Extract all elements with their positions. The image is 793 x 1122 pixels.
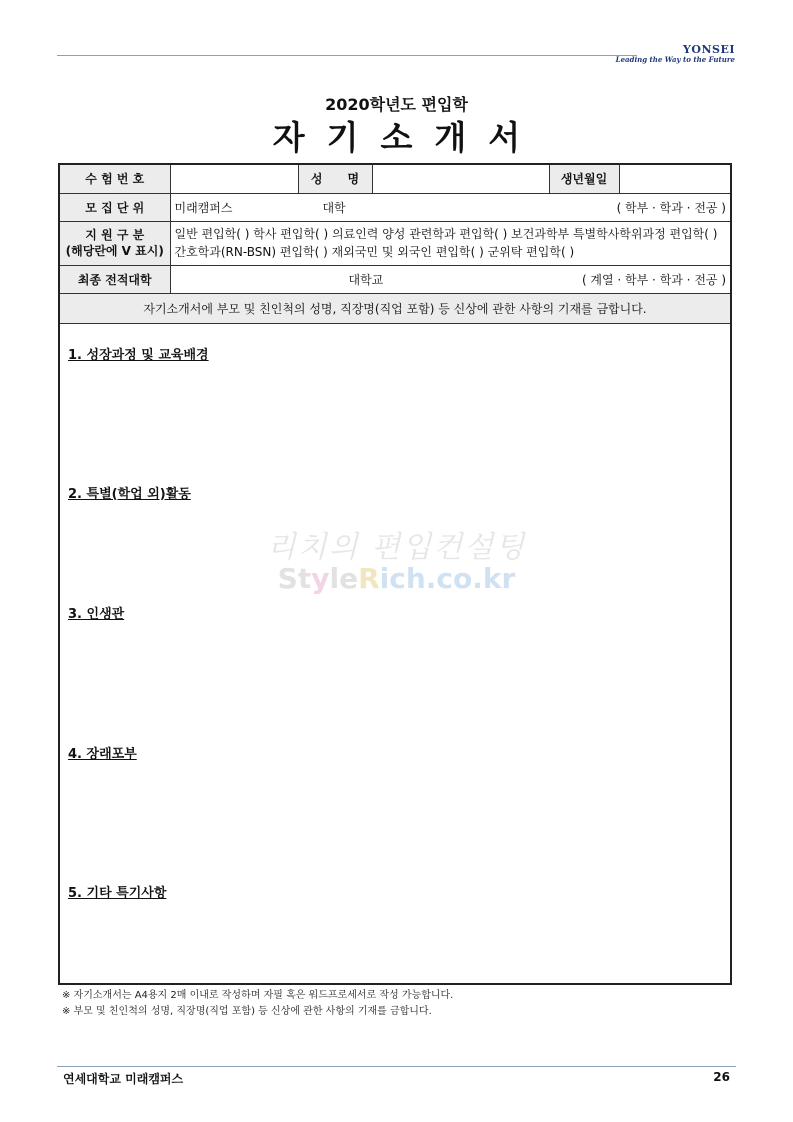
section-heading-activities: 2. 특별(학업 외)활동 <box>68 486 191 502</box>
footnote-2: ※ 부모 및 친인척의 성명, 직장명(직업 포함) 등 신상에 관한 사항의 기재를 금합니다. <box>62 1006 432 1017</box>
watermark-url-part2: y <box>311 562 330 595</box>
watermark-url-part5: ich.co.kr <box>379 562 516 595</box>
name-field[interactable] <box>372 165 549 193</box>
birthdate-label: 생년월일 <box>549 165 619 193</box>
application-type-label-line2: (해당란에 V 표시) <box>65 244 164 258</box>
university-logo <box>616 43 735 64</box>
watermark-url-part4: R <box>358 562 380 595</box>
notice-text: 자기소개서에 부모 및 친인척의 성명, 직장명(직업 포함) 등 신상에 관한 사항의 기재를 금합니다. <box>60 293 730 323</box>
birthdate-field[interactable] <box>619 165 730 193</box>
exam-number-field[interactable] <box>170 165 298 193</box>
row-notice <box>60 293 730 323</box>
watermark-korean: 리치의 편입컨설팅 <box>266 530 527 565</box>
application-type-options[interactable] <box>170 221 730 265</box>
footer-university: 연세대학교 미래캠퍼스 <box>63 1072 184 1086</box>
application-type-label-line1: 지 원 구 분 <box>85 228 145 242</box>
campus-text: 미래캠퍼스 <box>174 200 233 215</box>
previous-school-field[interactable] <box>170 265 730 293</box>
row-recruit-unit <box>60 193 730 221</box>
watermark-url <box>0 562 793 595</box>
row-previous-school <box>60 265 730 293</box>
recruit-unit-label: 모 집 단 위 <box>60 193 170 221</box>
exam-number-label: 수 험 번 호 <box>60 165 170 193</box>
section-heading-future-plans: 4. 장래포부 <box>68 746 137 762</box>
logo-tagline: Leading the Way to the Future <box>615 55 735 64</box>
page-number: 26 <box>713 1070 730 1084</box>
watermark-url-part1: St <box>277 562 312 595</box>
application-type-line2: 간호학과(RN-BSN) 편입학( ) 재외국민 및 외국인 편입학( ) 군위탁 편입학( ) <box>174 245 575 259</box>
section-heading-other: 5. 기타 특기사항 <box>68 885 167 901</box>
header-rule <box>57 55 637 56</box>
footer-rule <box>57 1066 736 1067</box>
application-type-label <box>60 221 170 265</box>
application-type-line1: 일반 편입학( ) 학사 편입학( ) 의료인력 양성 관련학과 편입학( ) 보건과학부 특별학사학위과정 편입학( ) <box>174 227 718 241</box>
row-exam-info <box>60 165 730 193</box>
page-title: 자기소개서 <box>272 118 543 157</box>
footnotes <box>62 988 453 1020</box>
section-heading-background: 1. 성장과정 및 교육배경 <box>68 347 209 363</box>
name-label: 성 명 <box>298 165 372 193</box>
college-text: 대학 <box>322 200 346 215</box>
form-header-table <box>60 165 730 324</box>
logo-name: YONSEI <box>683 43 735 56</box>
footnote-1: ※ 자기소개서는 A4용지 2매 이내로 작성하며 자필 혹은 워드프로세서로 작성 가능합니다. <box>62 990 454 1001</box>
recruit-unit-field[interactable] <box>170 193 730 221</box>
title-year: 2020학년도 편입학 <box>325 95 468 114</box>
school-text: 대학교 <box>348 272 384 287</box>
row-application-type <box>60 221 730 265</box>
section-heading-philosophy: 3. 인생관 <box>68 606 125 622</box>
previous-school-label: 최종 전적대학 <box>60 265 170 293</box>
school-unit-text: ( 계열 · 학부 · 학과 · 전공 ) <box>581 272 726 287</box>
watermark-url-part3: le <box>329 562 359 595</box>
unit-text: ( 학부 · 학과 · 전공 ) <box>616 200 726 215</box>
